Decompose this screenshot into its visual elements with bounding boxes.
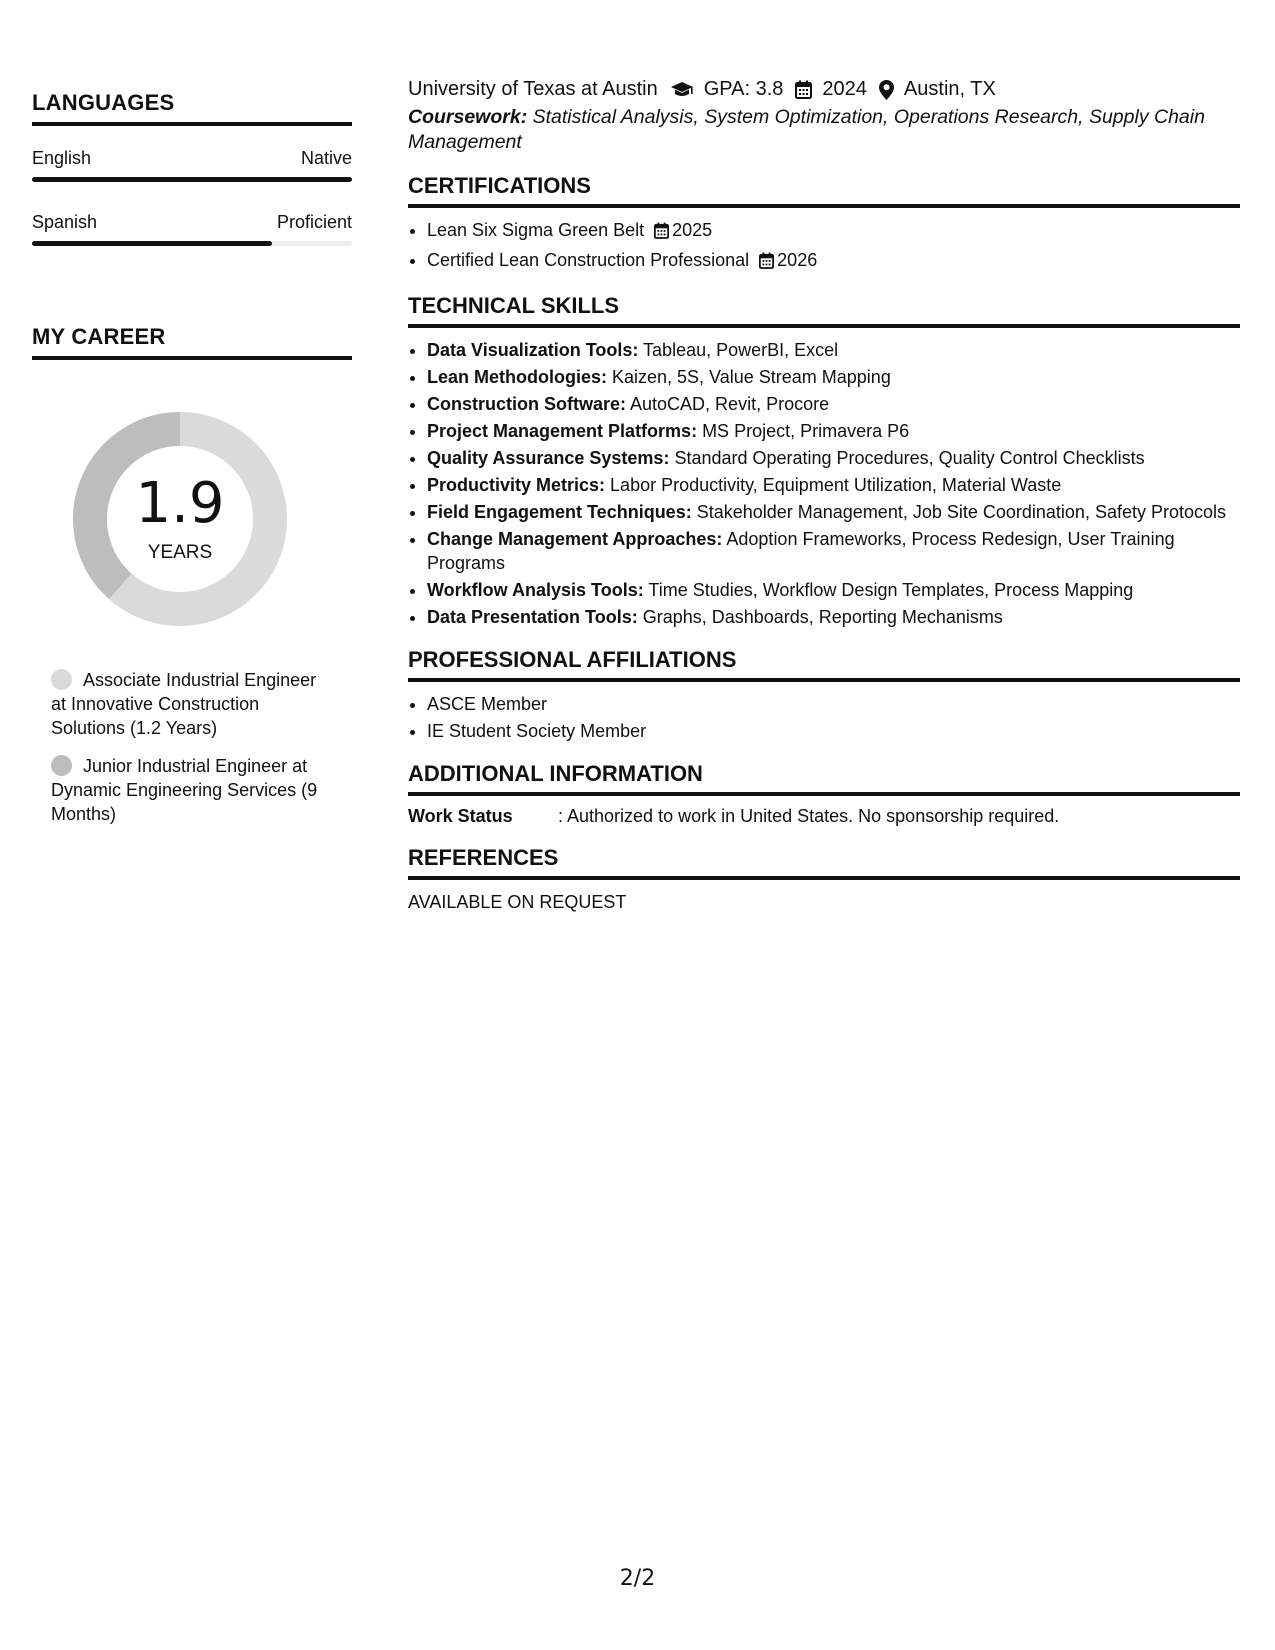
certification-name: Certified Lean Construction Professional [427, 250, 750, 270]
coursework-list: Statistical Analysis, System Optimization, Operations Research, Supply Chain Management [408, 106, 1205, 153]
skills-list [408, 338, 1240, 629]
language-name: Spanish [32, 212, 98, 232]
skill-label: Lean Methodologies: [427, 367, 607, 387]
skill-value: Adoption Frameworks, Process Redesign, User Training Programs [427, 529, 1175, 573]
language-item [32, 212, 352, 246]
skill-item [427, 473, 1240, 497]
certifications-list [408, 218, 1240, 275]
career-entry-text: Junior Industrial Engineer at Dynamic Engineering Services (9 Months) [51, 756, 318, 824]
affiliation-item: • ASCE Member [427, 692, 1240, 716]
references-title: REFERENCES [408, 845, 1240, 880]
language-proficiency-bar [32, 241, 352, 246]
career-legend [51, 668, 331, 826]
affiliations-list [408, 692, 1240, 743]
coursework-label: Coursework: [408, 106, 528, 128]
legend-dot [51, 755, 72, 776]
career-entry [51, 668, 331, 740]
skill-value: Graphs, Dashboards, Reporting Mechanisms [637, 607, 1003, 627]
affiliations-title: PROFESSIONAL AFFILIATIONS [408, 647, 1240, 682]
skill-item [427, 446, 1240, 470]
skill-item [427, 419, 1240, 443]
language-proficiency-fill [32, 241, 272, 246]
language-level: Native [300, 148, 352, 168]
language-proficiency-bar [32, 177, 352, 182]
calendar-icon [795, 80, 812, 99]
skill-item [427, 605, 1240, 629]
skill-item [427, 338, 1240, 362]
education-line [408, 78, 1240, 101]
skill-label: Productivity Metrics: [427, 475, 606, 495]
skill-value: Labor Productivity, Equipment Utilization, Material Waste [605, 475, 1062, 495]
skill-value: Time Studies, Workflow Design Templates, Process Mapping [643, 580, 1134, 600]
education-gpa: GPA: 3.8 [703, 78, 784, 100]
additional-info-title: ADDITIONAL INFORMATION [408, 761, 1240, 796]
education-year: 2024 [822, 78, 867, 100]
career-donut-chart [65, 404, 295, 634]
skill-value: Kaizen, 5S, Value Stream Mapping [607, 367, 891, 387]
skill-item [427, 392, 1240, 416]
certification-year: 2026 [777, 250, 818, 270]
skill-value: Tableau, PowerBI, Excel [638, 340, 839, 360]
skill-item [427, 578, 1240, 602]
affiliation-item: • IE Student Society Member [427, 719, 1240, 743]
certifications-title: CERTIFICATIONS [408, 173, 1240, 208]
graduation-cap-icon [670, 81, 694, 99]
references-text: AVAILABLE ON REQUEST [408, 892, 627, 912]
skill-label: Data Presentation Tools: [427, 607, 638, 627]
skill-label: Data Visualization Tools: [427, 340, 639, 360]
education-school: University of Texas at Austin [408, 78, 658, 100]
certification-name: Lean Six Sigma Green Belt [427, 220, 645, 240]
coursework [408, 105, 1240, 155]
skill-value: AutoCAD, Revit, Procore [626, 394, 830, 414]
work-status-label: Work Status [408, 806, 513, 826]
certification-year: 2025 [672, 220, 713, 240]
skill-label: Project Management Platforms: [427, 421, 698, 441]
skill-value: Standard Operating Procedures, Quality Control Checklists [669, 448, 1145, 468]
sidebar [32, 90, 352, 840]
skills-title: TECHNICAL SKILLS [408, 293, 1240, 328]
language-proficiency-fill [32, 177, 352, 182]
skill-item [427, 527, 1240, 575]
career-title: MY CAREER [32, 324, 352, 360]
education-location: Austin, TX [903, 78, 996, 100]
certification-item [427, 248, 1240, 275]
legend-dot [51, 669, 72, 690]
career-total-years: 1.9 [135, 471, 225, 536]
language-level: Proficient [276, 212, 352, 232]
career-total-unit: YEARS [147, 542, 213, 563]
languages-title: LANGUAGES [32, 90, 352, 126]
skill-label: Workflow Analysis Tools: [427, 580, 644, 600]
skill-label: Quality Assurance Systems: [427, 448, 670, 468]
skill-value: Stakeholder Management, Job Site Coordination, Safety Protocols [691, 502, 1227, 522]
work-status-row [408, 806, 1240, 827]
skill-item [427, 365, 1240, 389]
language-item [32, 148, 352, 182]
skill-label: Change Management Approaches: [427, 529, 723, 549]
skill-item [427, 500, 1240, 524]
calendar-icon [759, 251, 774, 275]
certification-item [427, 218, 1240, 245]
career-entry-text: Associate Industrial Engineer at Innovative Construction Solutions (1.2 Years) [51, 670, 317, 738]
skill-label: Field Engagement Techniques: [427, 502, 692, 522]
calendar-icon [654, 221, 669, 245]
career-entry [51, 754, 331, 826]
page-number: 2/2 [619, 1566, 656, 1591]
language-name: English [32, 148, 92, 168]
location-pin-icon [879, 80, 894, 100]
main-content [408, 78, 1240, 913]
skill-value: MS Project, Primavera P6 [697, 421, 910, 441]
skill-label: Construction Software: [427, 394, 627, 414]
work-status-value: : Authorized to work in United States. No sponsorship required. [558, 806, 1060, 826]
